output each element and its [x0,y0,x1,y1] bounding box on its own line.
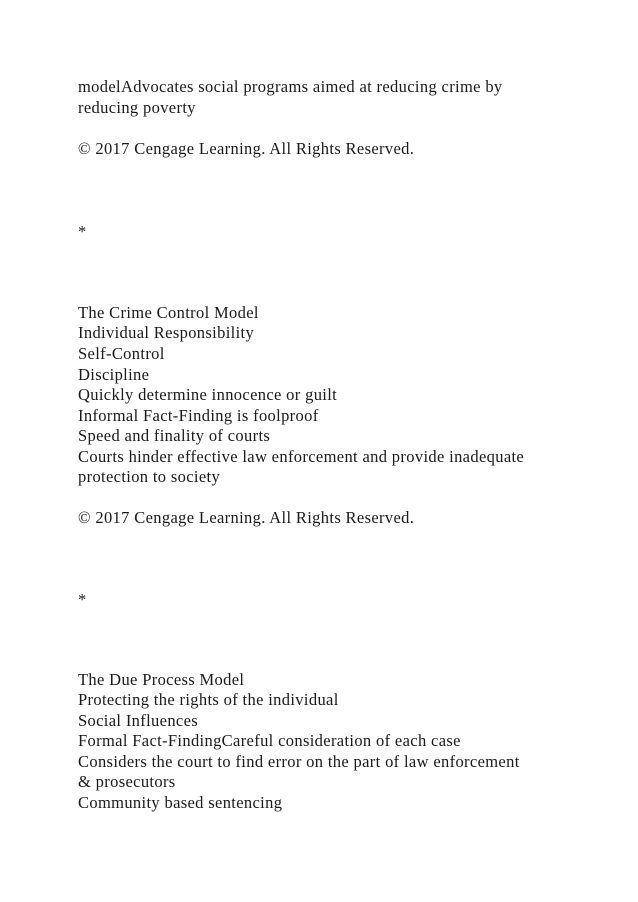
slide-separator: * [78,590,87,609]
list-item: Informal Fact-Finding is foolproof [78,406,319,425]
slide-separator: * [78,222,87,241]
section-heading-due-process: The Due Process Model [78,670,245,689]
copyright-notice: © 2017 Cengage Learning. All Rights Reserved. [78,508,415,527]
list-item: Individual Responsibility [78,323,255,342]
list-item: Considers the court to find error on the part of law enforcement [78,752,520,771]
copyright-notice: © 2017 Cengage Learning. All Rights Reserved. [78,139,415,158]
list-item: Speed and finality of courts [78,426,271,445]
list-item: Quickly determine innocence or guilt [78,385,338,404]
list-item: Discipline [78,365,150,384]
list-item: Self-Control [78,344,165,363]
list-item: Protecting the rights of the individual [78,690,339,709]
text-line: reducing poverty [78,98,196,117]
list-item: Community based sentencing [78,793,283,812]
list-item: Formal Fact-FindingCareful consideration of each case [78,731,461,750]
section-heading-crime-control: The Crime Control Model [78,303,259,322]
list-item: Courts hinder effective law enforcement and provide inadequate [78,447,525,466]
list-item: Social Influences [78,711,199,730]
list-item: protection to society [78,467,221,486]
list-item: & prosecutors [78,772,176,791]
text-line: modelAdvocates social programs aimed at reducing crime by [78,77,503,96]
